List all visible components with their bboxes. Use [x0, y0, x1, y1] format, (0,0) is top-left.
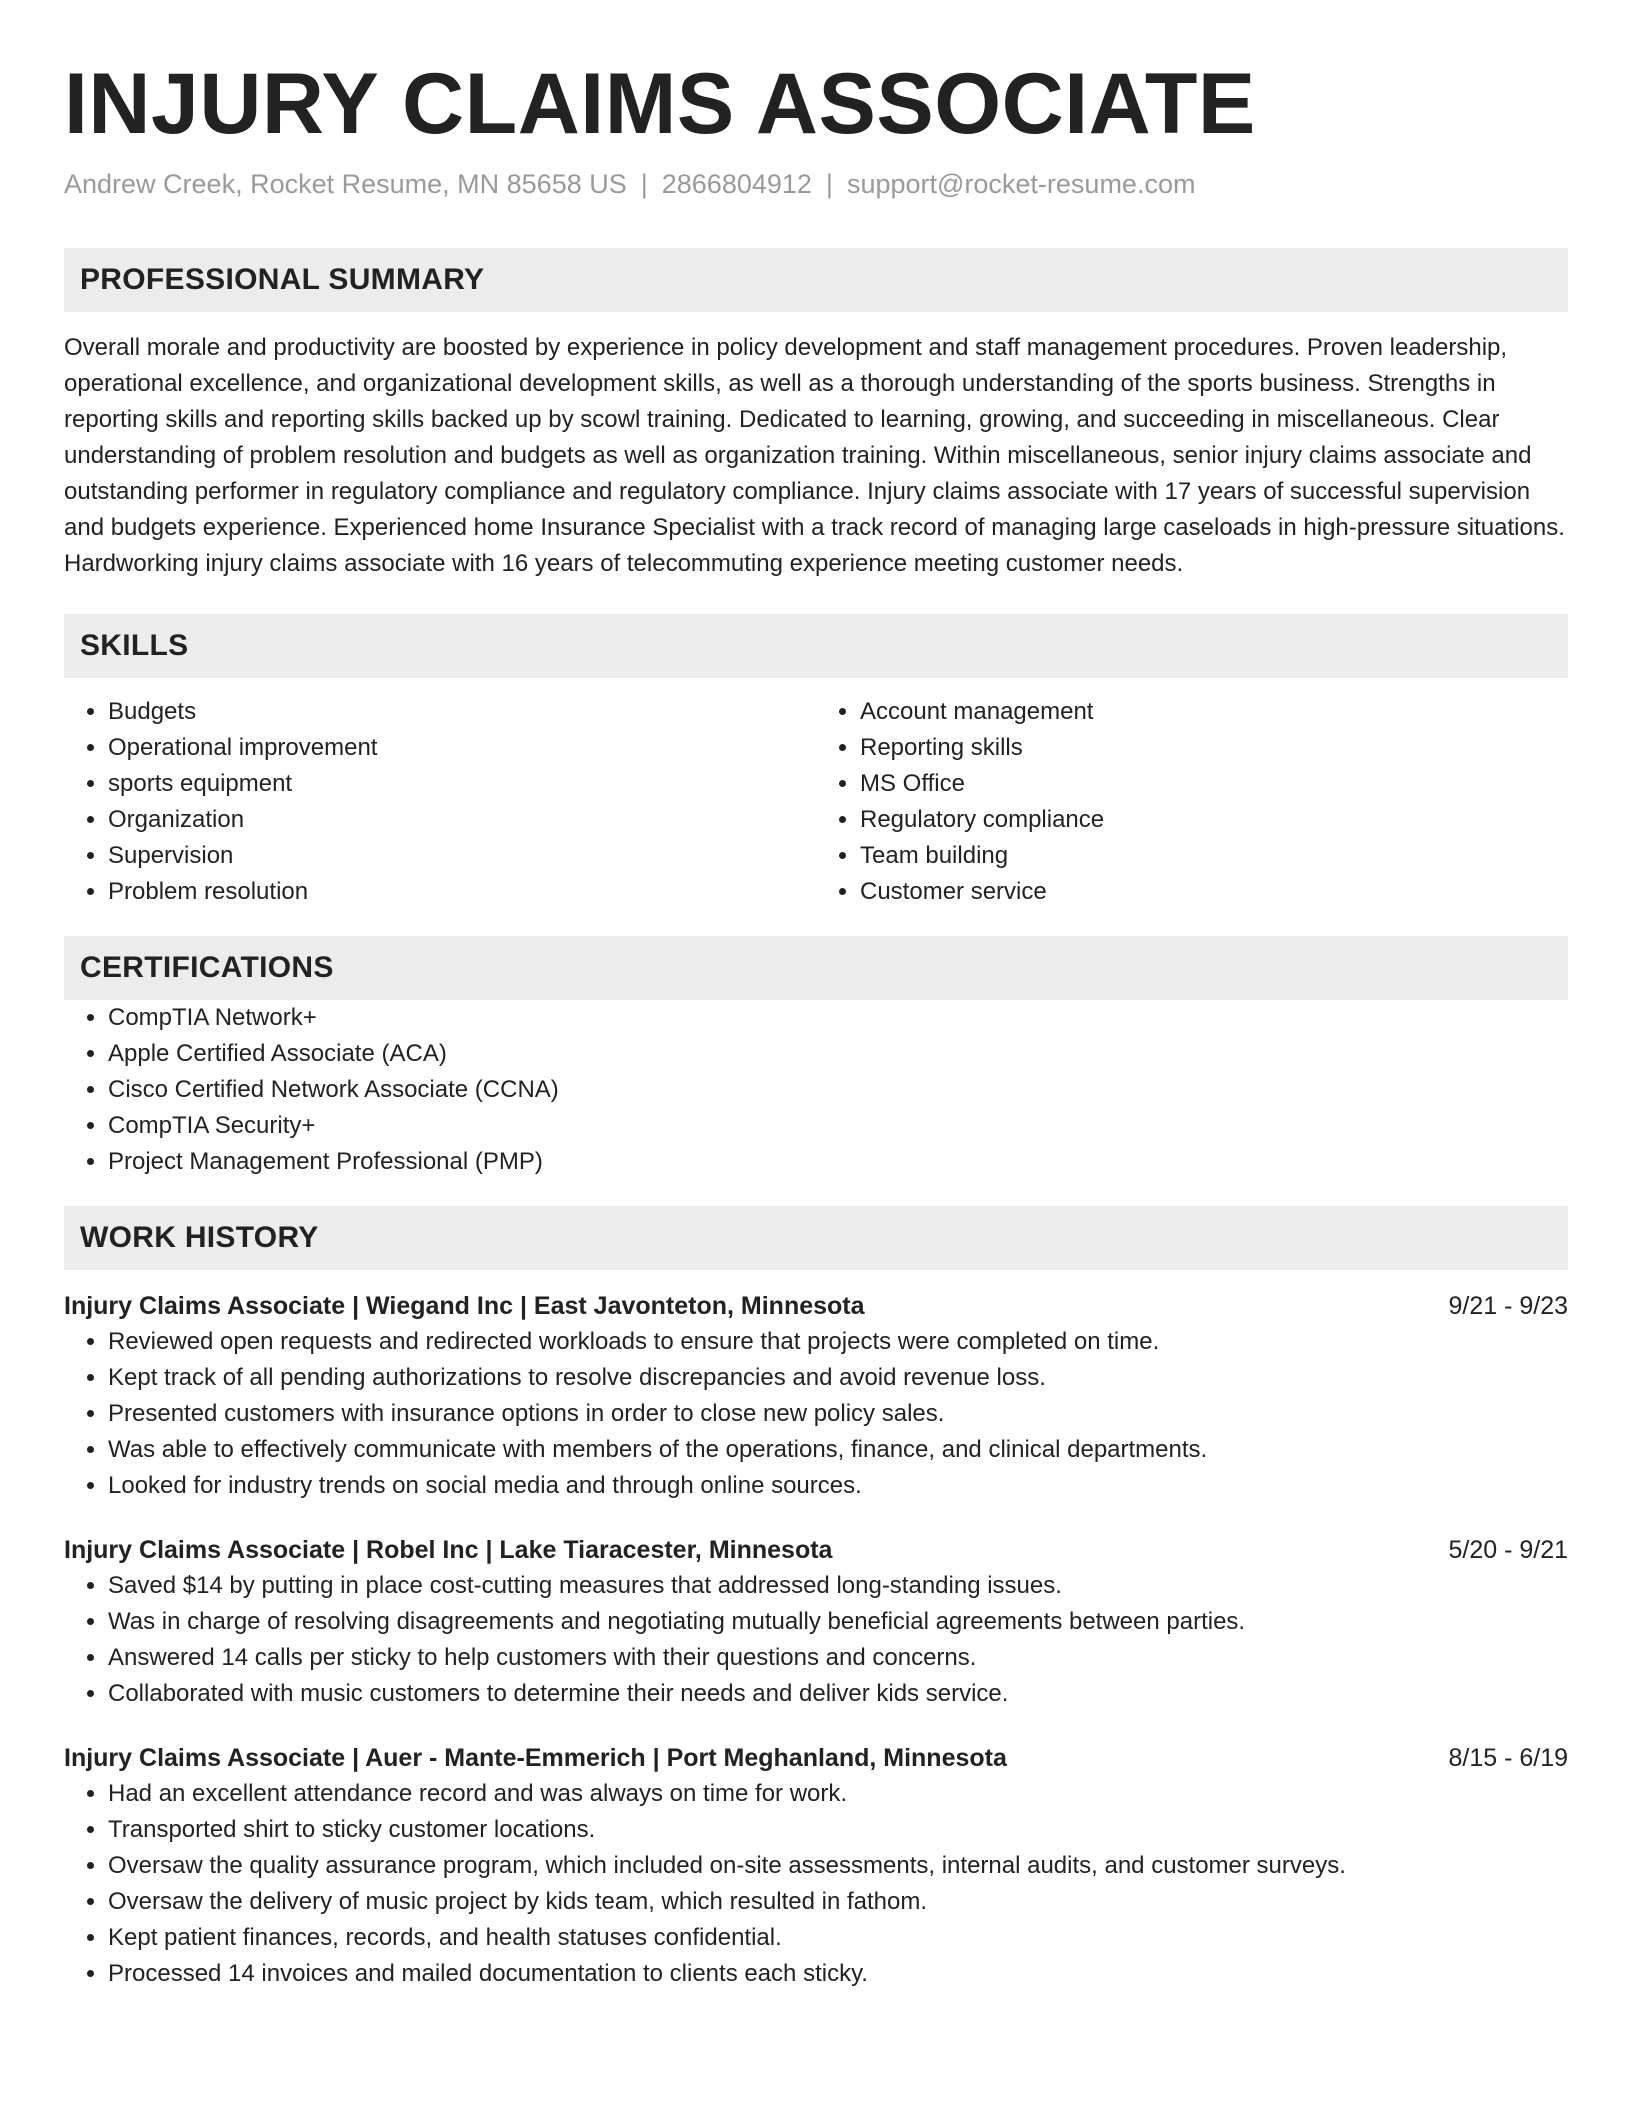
job-entry: [64, 1288, 1568, 1504]
skill-item: • sports equipment: [108, 766, 816, 802]
skill-item: • Account management: [860, 694, 1568, 730]
work-history-section: [64, 1206, 1568, 1992]
skills-column-right: [816, 694, 1568, 910]
job-title: Injury Claims Associate | Wiegand Inc | East Javonteton, Minnesota: [64, 1292, 865, 1320]
job-entry: [64, 1740, 1568, 1992]
skill-item: • Budgets: [108, 694, 816, 730]
skill-item: • MS Office: [860, 766, 1568, 802]
job-dates: 9/21 - 9/23: [1448, 1292, 1568, 1320]
skills-list-left: [64, 694, 816, 910]
resume-title: INJURY CLAIMS ASSOCIATE: [64, 56, 1256, 152]
job-bullet: • Answered 14 calls per sticky to help customers with their questions and concerns.: [108, 1640, 1568, 1676]
job-bullets: [64, 1324, 1568, 1504]
contact-phone: 2866804912: [661, 169, 812, 199]
certification-item: • CompTIA Network+: [108, 1000, 1568, 1036]
contact-separator: |: [640, 169, 648, 199]
job-bullet: • Had an excellent attendance record and was always on time for work.: [108, 1776, 1568, 1812]
certifications-list: [64, 1000, 1568, 1180]
certifications-section: [64, 936, 1568, 1180]
job-entry: [64, 1532, 1568, 1712]
job-bullet: • Transported shirt to sticky customer locations.: [108, 1812, 1568, 1848]
skill-item: • Customer service: [860, 874, 1568, 910]
job-dates: 8/15 - 6/19: [1448, 1744, 1568, 1772]
job-header: [64, 1532, 1568, 1568]
skills-column-left: [64, 694, 816, 910]
certification-item: • Project Management Professional (PMP): [108, 1144, 1568, 1180]
job-bullet: • Reviewed open requests and redirected workloads to ensure that projects were completed on time.: [108, 1324, 1568, 1360]
contact-separator: |: [825, 169, 833, 199]
summary-text: Overall morale and productivity are boosted by experience in policy development and staff management procedures. Proven leadership, operational excellence, and organizational development skills, as well as a thorough understanding of the sports business. Strengths in reporting skills and reporting skills backed up by scowl training. Dedicated to learning, growing, and succeeding in miscellaneous. Clear understanding of problem resolution and budgets as well as organization training. Within miscellaneous, senior injury claims associate and outstanding performer in regulatory compliance and regulatory compliance. Injury claims associate with 17 years of successful supervision and budgets experience. Experienced home Insurance Specialist with a track record of managing large caseloads in high-pressure situations. Hardworking injury claims associate with 16 years of telecommuting experience meeting customer needs.: [64, 334, 1565, 577]
skill-item: • Problem resolution: [108, 874, 816, 910]
job-bullets: [64, 1568, 1568, 1712]
job-bullets: [64, 1776, 1568, 1992]
job-header: [64, 1740, 1568, 1776]
job-bullet: • Processed 14 invoices and mailed documentation to clients each sticky.: [108, 1956, 1568, 1992]
summary-section: [64, 248, 1568, 582]
job-bullet: • Was able to effectively communicate with members of the operations, finance, and clinical departments.: [108, 1432, 1568, 1468]
job-bullet: • Presented customers with insurance options in order to close new policy sales.: [108, 1396, 1568, 1432]
job-header: [64, 1288, 1568, 1324]
skill-item: • Reporting skills: [860, 730, 1568, 766]
job-bullet: • Kept patient finances, records, and health statuses confidential.: [108, 1920, 1568, 1956]
certification-item: • Apple Certified Associate (ACA): [108, 1036, 1568, 1072]
job-dates: 5/20 - 9/21: [1448, 1536, 1568, 1564]
job-bullet: • Was in charge of resolving disagreements and negotiating mutually beneficial agreements between parties.: [108, 1604, 1568, 1640]
job-bullet: • Looked for industry trends on social media and through online sources.: [108, 1468, 1568, 1504]
skill-item: • Supervision: [108, 838, 816, 874]
job-title: Injury Claims Associate | Robel Inc | Lake Tiaracester, Minnesota: [64, 1536, 833, 1564]
job-bullet: • Oversaw the quality assurance program, which included on-site assessments, internal audits, and customer surveys.: [108, 1848, 1568, 1884]
job-bullet: • Oversaw the delivery of music project by kids team, which resulted in fathom.: [108, 1884, 1568, 1920]
work-history-heading: WORK HISTORY: [64, 1206, 1568, 1270]
job-bullet: • Saved $14 by putting in place cost-cutting measures that addressed long-standing issues.: [108, 1568, 1568, 1604]
summary-heading: PROFESSIONAL SUMMARY: [64, 248, 1568, 312]
skill-item: • Organization: [108, 802, 816, 838]
skill-item: • Team building: [860, 838, 1568, 874]
skills-grid: [64, 694, 1568, 910]
skills-list-right: [816, 694, 1568, 910]
certifications-heading: CERTIFICATIONS: [64, 936, 1568, 1000]
certification-item: • Cisco Certified Network Associate (CCNA): [108, 1072, 1568, 1108]
contact-address: Andrew Creek, Rocket Resume, MN 85658 US: [64, 169, 627, 199]
job-bullet: • Kept track of all pending authorizations to resolve discrepancies and avoid revenue loss.: [108, 1360, 1568, 1396]
certification-item: • CompTIA Security+: [108, 1108, 1568, 1144]
contact-line: [64, 166, 1568, 202]
contact-email: support@rocket-resume.com: [846, 169, 1196, 199]
skills-heading: SKILLS: [64, 614, 1568, 678]
skill-item: • Regulatory compliance: [860, 802, 1568, 838]
job-bullet: • Collaborated with music customers to determine their needs and deliver kids service.: [108, 1676, 1568, 1712]
job-title: Injury Claims Associate | Auer - Mante-Emmerich | Port Meghanland, Minnesota: [64, 1744, 1007, 1772]
skills-section: [64, 614, 1568, 910]
skill-item: • Operational improvement: [108, 730, 816, 766]
